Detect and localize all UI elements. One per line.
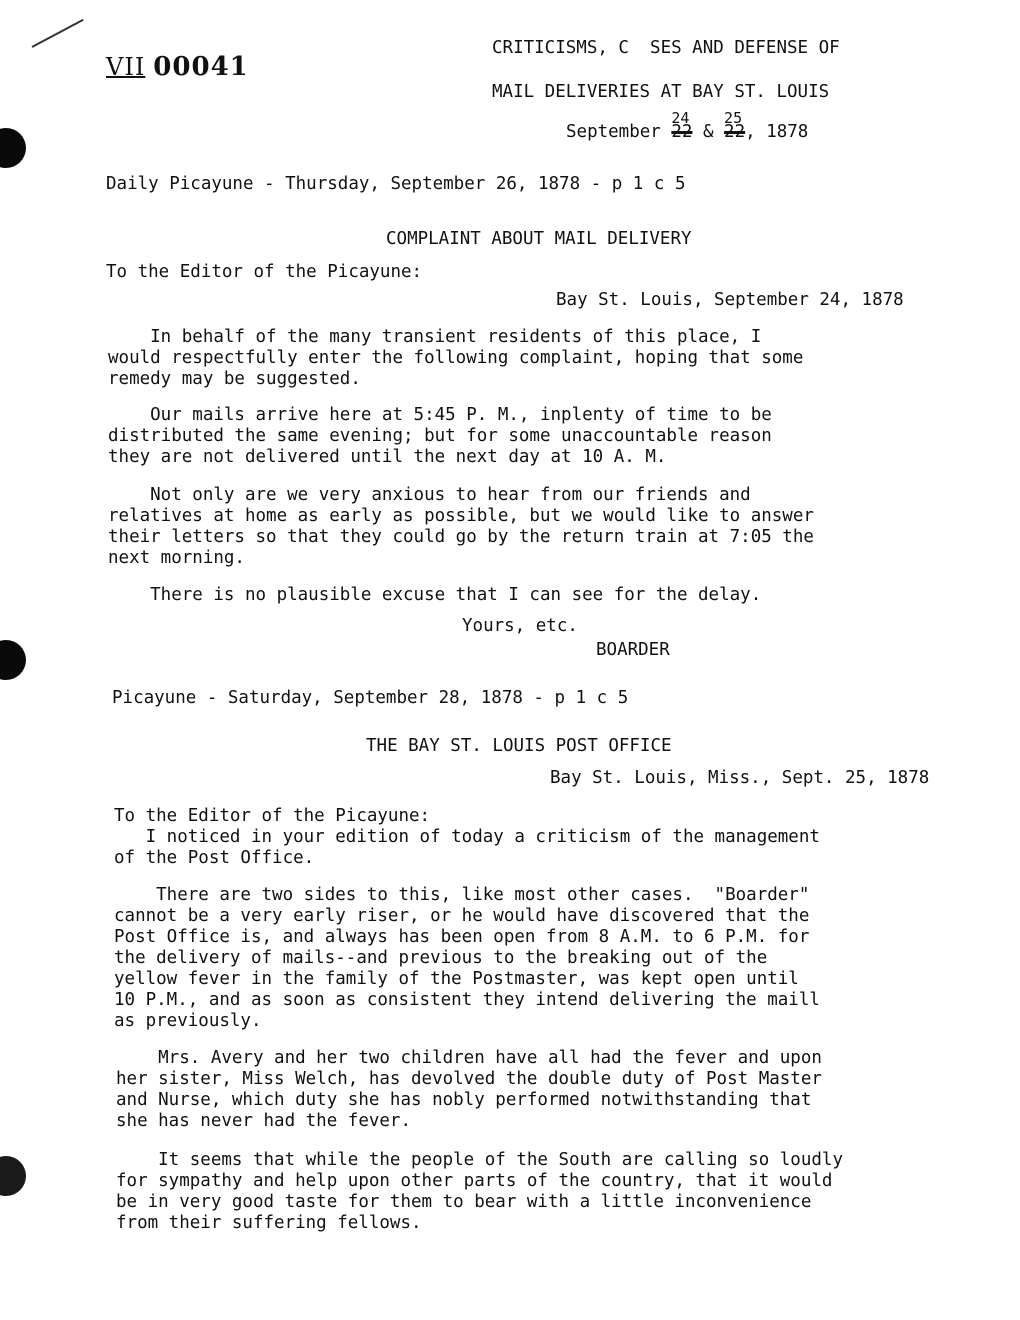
title-line-2: MAIL DELIVERIES AT BAY ST. LOUIS <box>492 82 830 102</box>
article1-paragraph-3: Not only are we very anxious to hear from our friends and relatives at home as early as possible, but we would like to answer their letters so that they could go by the return train at 7:05 the next morning. <box>108 485 814 568</box>
article2-heading: THE BAY ST. LOUIS POST OFFICE <box>366 736 672 756</box>
punch-hole-top <box>0 128 26 168</box>
article2-paragraph-3: Mrs. Avery and her two children have all had the fever and upon her sister, Miss Welch, has devolved the double duty of Post Master and Nurse, which duty she has nobly performed notwithstanding that she has never had the fever. <box>116 1048 822 1131</box>
article2-salutation: To the Editor of the Picayune: <box>114 806 431 826</box>
article1-paragraph-2: Our mails arrive here at 5:45 P. M., inplenty of time to be distributed the same evening; but for some unaccountable reason they are not delivered until the next day at 10 A. M. <box>108 405 772 467</box>
date-day2-correction <box>724 109 746 143</box>
pencil-mark <box>32 19 84 48</box>
date-day1-corrected: 24 <box>671 109 690 127</box>
file-code-roman: VII <box>106 53 146 81</box>
title-date-prefix: September <box>566 122 672 142</box>
article1-closing: Yours, etc. <box>462 616 578 636</box>
title-date-line <box>566 109 809 143</box>
article2-dateline: Bay St. Louis, Miss., Sept. 25, 1878 <box>550 768 930 788</box>
article2-paragraph-4: It seems that while the people of the South are calling so loudly for sympathy and help upon other parts of the country, that it would be in very good taste for them to bear with a little inconvenience from their suffering fellows. <box>116 1150 843 1233</box>
article1-salutation: To the Editor of the Picayune: <box>106 262 423 282</box>
title-line-1: CRITICISMS, C SES AND DEFENSE OF <box>492 38 840 58</box>
title-date-amp: & <box>692 122 725 142</box>
article2-paragraph-1: I noticed in your edition of today a criticism of the management of the Post Office. <box>114 827 820 868</box>
article1-heading: COMPLAINT ABOUT MAIL DELIVERY <box>386 229 692 249</box>
file-code-number: 00041 <box>153 52 249 82</box>
file-code <box>106 52 249 82</box>
date-day2-corrected: 25 <box>724 109 743 127</box>
article1-paragraph-1: In behalf of the many transient residents of this place, I would respectfully enter the following complaint, hoping that some remedy may be suggested. <box>108 327 804 389</box>
article1-signature: BOARDER <box>596 640 670 660</box>
date-day1-struck: 22 <box>671 122 693 142</box>
article1-dateline: Bay St. Louis, September 24, 1878 <box>556 290 904 310</box>
punch-hole-bottom <box>0 1156 26 1196</box>
article1-paragraph-4: There is no plausible excuse that I can see for the delay. <box>108 585 762 605</box>
article2-source: Picayune - Saturday, September 28, 1878 - p 1 c 5 <box>112 688 629 708</box>
article2-paragraph-2: There are two sides to this, like most other cases. "Boarder" cannot be a very early riser, or he would have discovered that the Post Office is, and always has been open from 8 A.M. to 6 P.M. for the delivery of mails--and previous to the breaking out of the yellow fever in the family of the Postmaster, was kept open until 10 P.M., and as soon as consistent they intend delivering the maill as previously. <box>114 885 820 1031</box>
article1-source: Daily Picayune - Thursday, September 26, 1878 - p 1 c 5 <box>106 174 686 194</box>
punch-hole-middle <box>0 640 26 680</box>
date-day1-correction <box>671 109 693 143</box>
title-date-suffix: , 1878 <box>745 122 809 142</box>
date-day2-struck: 22 <box>724 122 746 142</box>
